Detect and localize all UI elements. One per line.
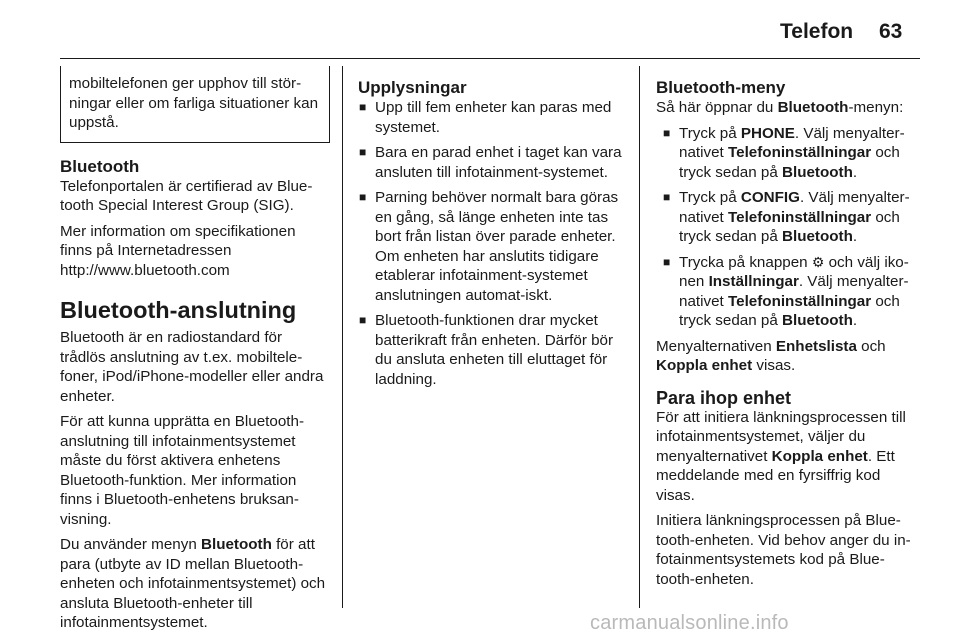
list-item	[662, 188, 922, 247]
upplysningar-heading: Upplysningar	[358, 78, 467, 97]
list-item-text: Upp till fem enheter kan paras med systemet.	[375, 99, 612, 136]
s3e: . Välj menyalter-nativet	[679, 273, 909, 310]
warning-box	[60, 66, 330, 143]
pc: . Ett meddelande med en fyrsiffrig kod visas.	[656, 447, 895, 504]
bluetooth-paragraph-1: Telefonportalen är certifierad av Blue-tooth Special Interest Group (SIG).	[60, 177, 313, 214]
anslutning-paragraph-3	[60, 535, 330, 633]
s2g: .	[852, 228, 858, 245]
oe: visas.	[752, 357, 796, 374]
list-item	[358, 98, 626, 137]
s3f: Telefoninställningar	[727, 292, 872, 310]
column-right	[656, 66, 922, 595]
upplysningar-list	[358, 98, 626, 389]
bullet-square-icon: ■	[359, 100, 367, 114]
intro-c: -menyn:	[848, 99, 904, 116]
list-item	[662, 253, 922, 331]
para-paragraph-2: Initiera länkningsprocessen på Blue-tooth-enheten. Vid behov anger du in-fotainmentsystemets kod på Blue-tooth-enheten.	[656, 512, 911, 588]
column-divider-2	[639, 66, 640, 608]
s3i: .	[852, 312, 858, 329]
pa: För att initiera länkningsprocessen till infotainmentsystemet, väljer du menyalternativet	[656, 408, 906, 465]
config-button-label: CONFIG	[740, 189, 800, 206]
phone-button-label: PHONE	[740, 124, 795, 142]
s1g: .	[852, 163, 858, 181]
bluetooth-url: http://www.bluetooth.com	[60, 261, 230, 279]
s2a: Tryck på	[679, 189, 741, 206]
list-item-text: Parning behöver normalt bara göras en gång, så länge enheten inte tas bort från listan över parade enheter. Om enheten har anslutits tidigare etablerar infotainment-systemet anslutningen automat-iskt.	[375, 189, 619, 304]
bluetooth-meny-heading: Bluetooth-meny	[656, 78, 786, 97]
list-item-text: Bluetooth-funktionen drar mycket batterikraft från enheten. Därför bör du ansluta enheten till eluttaget för laddning.	[375, 312, 614, 388]
meny-intro	[656, 98, 922, 118]
s2f: Bluetooth	[782, 228, 853, 245]
column-left	[60, 66, 330, 639]
list-item-text: Bara en parad enhet i taget kan vara ansluten till infotainment-systemet.	[375, 144, 622, 181]
bluetooth-paragraph-2-text: Mer information om specifikationen finns på Internetadressen	[60, 222, 296, 259]
bullet-square-icon: ■	[359, 313, 367, 327]
ob: Enhetslista	[775, 337, 857, 355]
s1f: Bluetooth	[782, 163, 853, 181]
oc: och	[856, 337, 886, 355]
list-item	[358, 311, 626, 389]
para-ihop-heading: Para ihop enhet	[656, 387, 792, 408]
bullet-square-icon: ■	[359, 145, 367, 159]
settings-icon: ⚙	[811, 253, 825, 270]
anslutning-paragraph-2: För att kunna upprätta en Bluetooth-anslutning till infotainmentsystemet måste du först aktivera enhetens Bluetooth-funktion. Mer information finns i Bluetooth-enhetens bruksan-visning.	[60, 413, 305, 528]
s3c: och välj iko-nen	[679, 253, 909, 290]
s2e: och tryck sedan på	[679, 208, 900, 245]
p3-a: Du använder menyn	[60, 536, 201, 553]
watermark: carmanualsonline.info	[590, 612, 789, 634]
pb: Koppla enhet	[771, 447, 868, 465]
anslutning-paragraph-1: Bluetooth är en radiostandard för trådlös anslutning av t.ex. mobiltele-foner, iPod/iPhone-modeller eller andra enheter.	[60, 329, 324, 405]
list-item	[358, 143, 626, 182]
s3d: Inställningar	[708, 273, 799, 290]
oa: Menyalternativen	[656, 337, 776, 355]
page-number: 63	[879, 20, 903, 43]
p3-c: för att para (utbyte av ID mellan Bluetooth-enheten och infotainmentsystemet) och ansluta Bluetooth-enheter till infotainmentsystemet.	[60, 536, 326, 631]
bullet-square-icon: ■	[359, 190, 367, 204]
list-item	[662, 124, 922, 183]
column-middle	[358, 66, 626, 395]
page-header-title: Telefon	[780, 20, 854, 43]
s1e: och tryck sedan på	[679, 144, 900, 181]
header-rule	[60, 58, 920, 59]
bullet-square-icon: ■	[663, 190, 671, 204]
p3-bluetooth-bold: Bluetooth	[201, 536, 272, 553]
od: Koppla enhet	[656, 357, 753, 374]
s3a: Trycka på knappen	[679, 253, 812, 271]
s3h: Bluetooth	[782, 312, 853, 329]
bluetooth-anslutning-heading: Bluetooth-anslutning	[60, 297, 297, 323]
bullet-square-icon: ■	[663, 254, 671, 269]
intro-a: Så här öppnar du	[656, 99, 778, 116]
bullet-square-icon: ■	[663, 125, 671, 140]
s3g: och tryck sedan på	[679, 292, 900, 329]
s2d: Telefoninställningar	[727, 208, 872, 226]
s1d: Telefoninställningar	[727, 144, 872, 161]
column-divider-1	[342, 66, 343, 608]
s1c: . Välj menyalter-nativet	[679, 124, 905, 161]
s1a: Tryck på	[679, 124, 741, 142]
meny-outro	[656, 337, 922, 376]
bluetooth-heading: Bluetooth	[60, 156, 140, 176]
list-item	[358, 188, 626, 305]
intro-bluetooth-bold: Bluetooth	[777, 99, 849, 116]
bluetooth-paragraph-2	[60, 222, 330, 281]
warning-text: mobiltelefonen ger upphov till stör-ningar eller om farliga situationer kan uppstå.	[69, 75, 319, 131]
meny-steps-list	[656, 124, 922, 331]
para-paragraph-1	[656, 408, 922, 506]
s2c: . Välj menyalter-nativet	[679, 189, 910, 226]
